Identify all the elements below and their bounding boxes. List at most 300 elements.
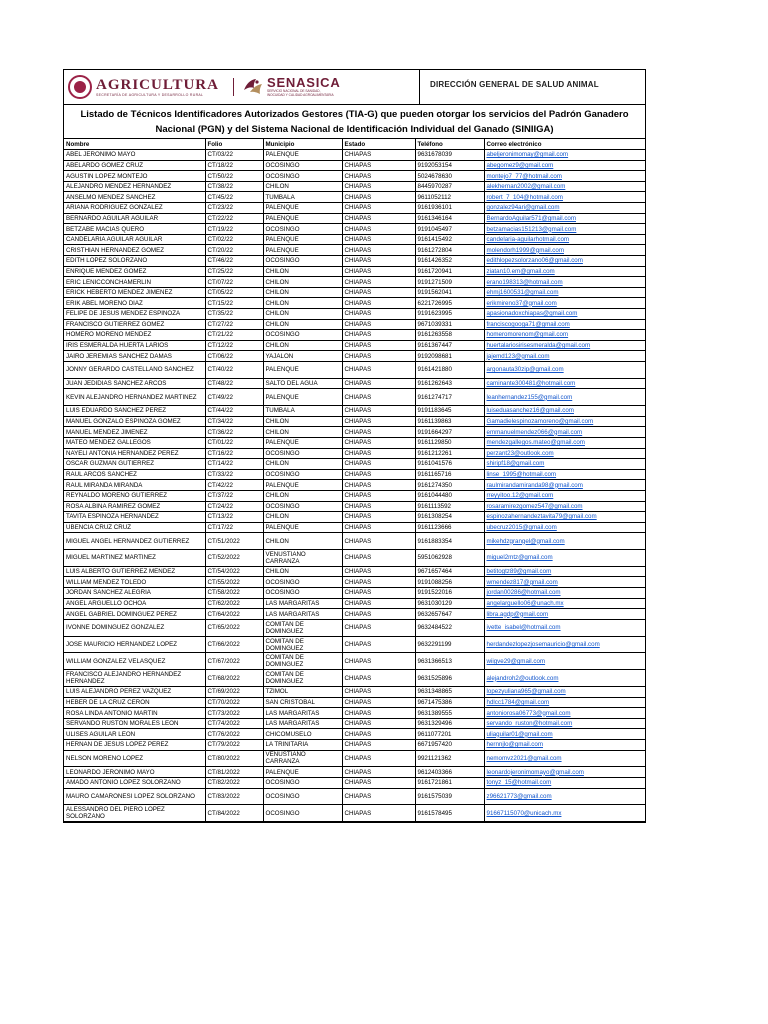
cell-correo[interactable]: 91667115070@unicach.mx [484, 805, 645, 822]
cell-nombre: RAUL ARCOS SANCHEZ [64, 469, 205, 480]
cell-nombre: TAVITA ESPINOZA HERNANDEZ [64, 512, 205, 523]
table-row [64, 406, 645, 417]
table-row [64, 160, 645, 171]
cell-folio: CT/68/2022 [205, 670, 263, 687]
cell-nombre: RAUL MIRANDA MIRANDA [64, 480, 205, 491]
table-row [64, 361, 645, 378]
cell-telefono: 9192053154 [415, 160, 484, 171]
cell-telefono: 9161883354 [415, 533, 484, 550]
cell-folio: CT/34/22 [205, 416, 263, 427]
cell-estado: CHIAPAS [342, 213, 415, 224]
cell-folio: CT/70/2022 [205, 697, 263, 708]
column-header-municipio: Municipio [263, 139, 342, 150]
cell-estado: CHIAPAS [342, 160, 415, 171]
cell-estado: CHIAPAS [342, 501, 415, 512]
cell-municipio: PALENQUE [263, 203, 342, 214]
cell-telefono: 9631389555 [415, 708, 484, 719]
cell-municipio: OCOSINGO [263, 448, 342, 459]
cell-telefono: 9161212261 [415, 448, 484, 459]
cell-correo[interactable]: mikehdzgrangel@gmail.com [484, 533, 645, 550]
cell-municipio: CHILON [263, 490, 342, 501]
cell-folio: CT/37/22 [205, 490, 263, 501]
cell-municipio: SALTO DEL AGUA [263, 378, 342, 389]
cell-nombre: ANSELMO MENDEZ SANCHEZ [64, 192, 205, 203]
cell-municipio: CHILON [263, 512, 342, 523]
table-row [64, 729, 645, 740]
cell-correo[interactable]: BernardoAguilar571@gmail.com [484, 213, 645, 224]
cell-telefono: 9191562041 [415, 287, 484, 298]
cell-correo[interactable]: molendorh1999@gmail.com [484, 245, 645, 256]
cell-estado: CHIAPAS [342, 319, 415, 330]
cell-telefono: 9161936101 [415, 203, 484, 214]
cell-nombre: WILLIAM MENDEZ TOLEDO [64, 577, 205, 588]
agricultura-title: AGRICULTURA [96, 76, 219, 93]
cell-nombre: CRISTHIAN HERNANDEZ GOMEZ [64, 245, 205, 256]
cell-correo[interactable]: Gamadielespinozamoreno@gmail.com [484, 416, 645, 427]
cell-correo[interactable]: ehmj1600531@gmail.com [484, 287, 645, 298]
cell-correo[interactable]: robert_7_104@hotmail.com [484, 192, 645, 203]
cell-estado: CHIAPAS [342, 522, 415, 533]
cell-estado: CHIAPAS [342, 729, 415, 740]
cell-municipio: OCOSINGO [263, 256, 342, 267]
cell-nombre: FRANCISCO ALEJANDRO HERNANDEZ HERNANDEZ [64, 670, 205, 687]
senasica-subtitle-1: SERVICIO NACIONAL DE SANIDAD, [266, 89, 321, 94]
cell-folio: CT/06/22 [205, 351, 263, 362]
cell-folio: CT/38/22 [205, 181, 263, 192]
cell-estado: CHIAPAS [342, 512, 415, 523]
cell-estado: CHIAPAS [342, 298, 415, 309]
cell-nombre: ULISES AGUILAR LEON [64, 729, 205, 740]
cell-estado: CHIAPAS [342, 533, 415, 550]
cell-telefono: 9671657464 [415, 566, 484, 577]
cell-folio: CT/49/22 [205, 389, 263, 406]
cell-folio: CT/42/22 [205, 480, 263, 491]
cell-nombre: ALESSANDRO DEL PIERO LOPEZ SOLORZANO [64, 805, 205, 822]
cell-correo[interactable]: jordan00286@hotmail.com [484, 588, 645, 599]
cell-nombre: ALEJANDRO MENDEZ HERNANDEZ [64, 181, 205, 192]
cell-nombre: SERVANDO RUSTON MORALES LEON [64, 718, 205, 729]
cell-nombre: ERICK HEBERTO MENDEZ JIMENEZ [64, 287, 205, 298]
cell-telefono: 9161165716 [415, 469, 484, 480]
cell-folio: CT/20/22 [205, 245, 263, 256]
table-row [64, 378, 645, 389]
cell-municipio: COMITAN DE DOMINGUEZ [263, 653, 342, 670]
cell-folio: CT/36/22 [205, 427, 263, 438]
cell-municipio: CHILON [263, 181, 342, 192]
cell-correo[interactable]: z96621773@gmail.com [484, 788, 645, 805]
cell-municipio: TZIMOL [263, 687, 342, 698]
cell-municipio: TUMBALA [263, 192, 342, 203]
logo-divider [233, 78, 234, 96]
table-row [64, 427, 645, 438]
table-row [64, 469, 645, 480]
cell-folio: CT/05/22 [205, 287, 263, 298]
cell-estado: CHIAPAS [342, 767, 415, 778]
cell-nombre: MIGUEL MARTINEZ MARTINEZ [64, 550, 205, 567]
cell-estado: CHIAPAS [342, 619, 415, 636]
cell-telefono: 9161346164 [415, 213, 484, 224]
cell-telefono: 9631678039 [415, 150, 484, 161]
cell-folio: CT/51/2022 [205, 533, 263, 550]
cell-municipio: CHILON [263, 427, 342, 438]
table-row [64, 619, 645, 636]
cell-correo[interactable]: betitogtz89@gmail.com [484, 566, 645, 577]
cell-nombre: FELIPE DE JESUS MENDEZ ESPINOZA [64, 309, 205, 320]
cell-nombre: UBENCIA CRUZ CRUZ [64, 522, 205, 533]
cell-nombre: ERIK ABEL MORENO DIAZ [64, 298, 205, 309]
cell-telefono: 5951062928 [415, 550, 484, 567]
cell-folio: CT/17/22 [205, 522, 263, 533]
cell-folio: CT/24/22 [205, 501, 263, 512]
cell-telefono: 9161274350 [415, 480, 484, 491]
cell-municipio: CHILON [263, 277, 342, 288]
cell-folio: CT/84/2022 [205, 805, 263, 822]
cell-nombre: NELSON MORENO LOPEZ [64, 750, 205, 767]
cell-municipio: PALENQUE [263, 480, 342, 491]
cell-correo[interactable]: emmanuelmendez066@gmail.com [484, 427, 645, 438]
cell-correo[interactable]: shiripf18@gmail.com [484, 459, 645, 470]
cell-telefono: 9631366513 [415, 653, 484, 670]
table-row [64, 512, 645, 523]
cell-nombre: HEBER DE LA CRUZ CERON [64, 697, 205, 708]
cell-folio: CT/62/2022 [205, 598, 263, 609]
cell-nombre: LUIS ALBERTO GUTIERREZ MENDEZ [64, 566, 205, 577]
cell-telefono: 8445970287 [415, 181, 484, 192]
cell-telefono: 9631525896 [415, 670, 484, 687]
cell-correo[interactable]: franciscogooga71@gmail.com [484, 319, 645, 330]
cell-telefono: 9631348865 [415, 687, 484, 698]
cell-nombre: ABEL JERONIMO MAYO [64, 150, 205, 161]
technicians-table [64, 139, 645, 822]
cell-correo[interactable]: huertalariosirisesmeralda@gmail.com [484, 340, 645, 351]
table-row [64, 501, 645, 512]
cell-estado: CHIAPAS [342, 389, 415, 406]
table-row [64, 416, 645, 427]
cell-folio: CT/46/22 [205, 256, 263, 267]
table-row [64, 687, 645, 698]
cell-telefono: 9161720941 [415, 266, 484, 277]
cell-municipio: OCOSINGO [263, 224, 342, 235]
cell-municipio: PALENQUE [263, 361, 342, 378]
cell-correo[interactable]: apasionadoxchiapas@gmail.com [484, 309, 645, 320]
cell-municipio: COMITAN DE DOMINGUEZ [263, 670, 342, 687]
cell-correo[interactable]: wiigve29@gmail.com [484, 653, 645, 670]
cell-estado: CHIAPAS [342, 469, 415, 480]
cell-nombre: EDITH LOPEZ SOLORZANO [64, 256, 205, 267]
cell-nombre: REYNALDO MORENO GUTIERREZ [64, 490, 205, 501]
cell-correo[interactable]: argonauta30zip@gmail.com [484, 361, 645, 378]
table-row [64, 224, 645, 235]
cell-correo[interactable]: angelarguello06@unach.mx [484, 598, 645, 609]
cell-telefono: 9632484522 [415, 619, 484, 636]
cell-correo[interactable]: rreyyitoo.12@gmail.com [484, 490, 645, 501]
cell-municipio: PALENQUE [263, 389, 342, 406]
cell-correo[interactable]: abegomez9@gmail.com [484, 160, 645, 171]
cell-estado: CHIAPAS [342, 234, 415, 245]
cell-correo[interactable]: tonyz_15@hotmail.com [484, 777, 645, 788]
cell-correo[interactable]: uliaguilar01@gmail.com [484, 729, 645, 740]
cell-correo[interactable]: erano198313@hotmail.com [484, 277, 645, 288]
cell-municipio: SAN CRISTOBAL [263, 697, 342, 708]
cell-correo[interactable]: hdlcc1784@gmail.com [484, 697, 645, 708]
cell-folio: CT/74/2022 [205, 718, 263, 729]
cell-telefono: 9191045497 [415, 224, 484, 235]
table-row [64, 266, 645, 277]
cell-nombre: MAURO CAMARONESI LOPEZ SOLORZANO [64, 788, 205, 805]
cell-municipio: OCOSINGO [263, 330, 342, 341]
cell-telefono: 9161367447 [415, 340, 484, 351]
table-row [64, 459, 645, 470]
cell-correo[interactable]: antoniorosa06773@gmail.com [484, 708, 645, 719]
cell-correo[interactable]: raulmirandamiranda98@gmail.com [484, 480, 645, 491]
table-row [64, 213, 645, 224]
cell-nombre: HERNAN DE JESUS LOPEZ PEREZ [64, 740, 205, 751]
cell-folio: CT/23/22 [205, 203, 263, 214]
cell-folio: CT/73/2022 [205, 708, 263, 719]
cell-estado: CHIAPAS [342, 287, 415, 298]
cell-municipio: PALENQUE [263, 150, 342, 161]
table-row [64, 777, 645, 788]
cell-folio: CT/66/2022 [205, 636, 263, 653]
table-row [64, 805, 645, 822]
cell-municipio: LAS MARGARITAS [263, 718, 342, 729]
cell-folio: CT/80/2022 [205, 750, 263, 767]
cell-correo[interactable]: linse_1995@hotmail.com [484, 469, 645, 480]
cell-nombre: ANGEL ARGUELLO OCHOA [64, 598, 205, 609]
cell-municipio: YAJALON [263, 351, 342, 362]
table-row [64, 598, 645, 609]
cell-folio: CT/35/22 [205, 309, 263, 320]
cell-nombre: MANUEL GONZALO ESPINOZA GOMEZ [64, 416, 205, 427]
cell-nombre: JOSE MAURICIO HERNANDEZ LOPEZ [64, 636, 205, 653]
cell-correo[interactable]: alejandroh2@outlook.com [484, 670, 645, 687]
cell-nombre: OSCAR GUZMAN GUTIERREZ [64, 459, 205, 470]
cell-nombre: LUIS EDUARDO SANCHEZ PEREZ [64, 406, 205, 417]
cell-telefono: 9611052112 [415, 192, 484, 203]
cell-estado: CHIAPAS [342, 788, 415, 805]
cell-correo[interactable]: luiseduasanchez16@gmail.com [484, 406, 645, 417]
cell-estado: CHIAPAS [342, 378, 415, 389]
cell-correo[interactable]: montejo7_77@hotmail.com [484, 171, 645, 182]
cell-municipio: CHILON [263, 566, 342, 577]
cell-nombre: MANUEL MENDEZ JIMENEZ [64, 427, 205, 438]
cell-nombre: JONNY GERARDO CASTELLANO SANCHEZ [64, 361, 205, 378]
cell-correo[interactable]: ivette_isabel@hotmail.com [484, 619, 645, 636]
cell-folio: CT/22/22 [205, 213, 263, 224]
cell-folio: CT/12/22 [205, 340, 263, 351]
table-row [64, 437, 645, 448]
cell-municipio: LAS MARGARITAS [263, 609, 342, 620]
table-row [64, 653, 645, 670]
cell-folio: CT/48/22 [205, 378, 263, 389]
cell-estado: CHIAPAS [342, 150, 415, 161]
cell-folio: CT/45/22 [205, 192, 263, 203]
cell-municipio: OCOSINGO [263, 171, 342, 182]
cell-correo[interactable]: homeromorenom@gmail.com [484, 330, 645, 341]
cell-correo[interactable]: caminante300481@hotmail.com [484, 378, 645, 389]
cell-estado: CHIAPAS [342, 330, 415, 341]
cell-telefono: 9161123666 [415, 522, 484, 533]
cell-correo[interactable]: hernnjlo@gmail.com [484, 740, 645, 751]
cell-correo[interactable]: edithlopezsolorzano06@gmail.com [484, 256, 645, 267]
cell-correo[interactable]: miguel2mtz@gmail.com [484, 550, 645, 567]
cell-correo[interactable]: leanhernandez155@gmail.com [484, 389, 645, 406]
cell-estado: CHIAPAS [342, 266, 415, 277]
table-row [64, 234, 645, 245]
table-row [64, 203, 645, 214]
cell-estado: CHIAPAS [342, 718, 415, 729]
cell-municipio: CHILON [263, 416, 342, 427]
cell-estado: CHIAPAS [342, 740, 415, 751]
cell-correo[interactable]: candelaria-aguilarhotmail.com [484, 234, 645, 245]
national-seal-icon [68, 75, 92, 99]
cell-telefono: 9161575039 [415, 788, 484, 805]
cell-estado: CHIAPAS [342, 448, 415, 459]
cell-folio: CT/65/2022 [205, 619, 263, 636]
cell-nombre: AGUSTIN LOPEZ MONTEJO [64, 171, 205, 182]
table-row [64, 533, 645, 550]
cell-folio: CT/21/22 [205, 330, 263, 341]
cell-estado: CHIAPAS [342, 351, 415, 362]
cell-telefono: 5024678630 [415, 171, 484, 182]
cell-estado: CHIAPAS [342, 340, 415, 351]
cell-municipio: CHILON [263, 309, 342, 320]
cell-folio: CT/14/22 [205, 459, 263, 470]
cell-municipio: OCOSINGO [263, 588, 342, 599]
cell-folio: CT/27/22 [205, 319, 263, 330]
column-header-correo: Correo electrónico [484, 139, 645, 150]
cell-nombre: JAIRO JEREMIAS SANCHEZ DAMAS [64, 351, 205, 362]
cell-municipio: CHILON [263, 266, 342, 277]
cell-correo[interactable]: mendezgallegos.mateo@gmail.com [484, 437, 645, 448]
cell-correo[interactable]: espinozahernandeztavita79@gmail.com [484, 512, 645, 523]
cell-correo[interactable]: erikmireno37@gmail.com [484, 298, 645, 309]
cell-nombre: BETZABE MACIAS QUERO [64, 224, 205, 235]
cell-estado: CHIAPAS [342, 192, 415, 203]
cell-municipio: OCOSINGO [263, 469, 342, 480]
cell-estado: CHIAPAS [342, 490, 415, 501]
cell-telefono: 9161426352 [415, 256, 484, 267]
cell-nombre: ENRIQUE MENDEZ GOMEZ [64, 266, 205, 277]
cell-folio: CT/79/2022 [205, 740, 263, 751]
table-row [64, 670, 645, 687]
cell-correo[interactable]: herdandezlopezjosemauricio@gmail.com [484, 636, 645, 653]
document-header [64, 70, 645, 105]
cell-correo[interactable]: rosaramirezgomez547@gmail.com [484, 501, 645, 512]
cell-municipio: CHICOMUSELO [263, 729, 342, 740]
cell-correo[interactable]: wmendez817@gmail.com [484, 577, 645, 588]
cell-estado: CHIAPAS [342, 459, 415, 470]
cell-nombre: ABELARDO GOMEZ CRUZ [64, 160, 205, 171]
cell-telefono: 9671039331 [415, 319, 484, 330]
cell-folio: CT/01/22 [205, 437, 263, 448]
cell-folio: CT/55/2022 [205, 577, 263, 588]
cell-municipio: LAS MARGARITAS [263, 708, 342, 719]
cell-telefono: 9161578495 [415, 805, 484, 822]
cell-correo[interactable]: betzamacias151213@gmail.com [484, 224, 645, 235]
cell-municipio: LAS MARGARITAS [263, 598, 342, 609]
cell-municipio: CHILON [263, 319, 342, 330]
cell-telefono: 9612403366 [415, 767, 484, 778]
cell-folio: CT/40/22 [205, 361, 263, 378]
cell-telefono: 6221726995 [415, 298, 484, 309]
cell-estado: CHIAPAS [342, 697, 415, 708]
cell-folio: CT/52/2022 [205, 550, 263, 567]
cell-nombre: LUIS ALEJANDRO PEREZ VAZQUEZ [64, 687, 205, 698]
table-row [64, 389, 645, 406]
cell-correo[interactable]: jajemd123@gmail.com [484, 351, 645, 362]
table-row [64, 171, 645, 182]
cell-estado: CHIAPAS [342, 406, 415, 417]
cell-estado: CHIAPAS [342, 171, 415, 182]
table-row [64, 609, 645, 620]
cell-telefono: 9161274717 [415, 389, 484, 406]
cell-nombre: NAYELI ANTONIA HERNANDEZ PEREZ [64, 448, 205, 459]
cell-municipio: PALENQUE [263, 245, 342, 256]
cell-correo[interactable]: nemomvz2021@gmail.com [484, 750, 645, 767]
cell-folio: CT/76/2022 [205, 729, 263, 740]
cell-telefono: 9191623995 [415, 309, 484, 320]
cell-municipio: PALENQUE [263, 234, 342, 245]
cell-correo[interactable]: abeljeronimomay@gmail.com [484, 150, 645, 161]
table-row [64, 298, 645, 309]
cell-nombre: KEVIN ALEJANDRO HERNANDEZ MARTINEZ [64, 389, 205, 406]
cell-estado: CHIAPAS [342, 437, 415, 448]
cell-municipio: VENUSTIANO CARRANZA [263, 750, 342, 767]
table-row [64, 550, 645, 567]
cell-municipio: OCOSINGO [263, 788, 342, 805]
table-header-row [64, 139, 645, 150]
cell-folio: CT/54/2022 [205, 566, 263, 577]
cell-nombre: ANGEL GABRIEL DOMINGUEZ PEREZ [64, 609, 205, 620]
table-body [64, 150, 645, 822]
cell-telefono: 9191271509 [415, 277, 484, 288]
cell-telefono: 9161113592 [415, 501, 484, 512]
cell-correo[interactable]: perzant23@outlook.com [484, 448, 645, 459]
table-row [64, 480, 645, 491]
cell-correo[interactable]: lopezyuliana965@gmail.com [484, 687, 645, 698]
cell-correo[interactable]: servando_ruston@hotmail.com [484, 718, 645, 729]
cell-correo[interactable]: ziatan10.em@gmail.com [484, 266, 645, 277]
cell-municipio: PALENQUE [263, 522, 342, 533]
cell-nombre: IRIS ESMERALDA HUERTA LARIOS [64, 340, 205, 351]
cell-folio: CT/58/2022 [205, 588, 263, 599]
agricultura-logo [68, 75, 219, 99]
table-row [64, 490, 645, 501]
table-row [64, 181, 645, 192]
logos [64, 70, 419, 104]
cell-correo[interactable]: leonardojeronimomayo@gmail.com [484, 767, 645, 778]
cell-estado: CHIAPAS [342, 480, 415, 491]
cell-estado: CHIAPAS [342, 598, 415, 609]
cell-correo[interactable]: gonzalez94ari@gmail.com [484, 203, 645, 214]
cell-nombre: MIGUEL ANGEL HERNANDEZ GUTIERREZ [64, 533, 205, 550]
cell-municipio: CHILON [263, 340, 342, 351]
cell-correo[interactable]: libra.agdp@gmail.com [484, 609, 645, 620]
cell-correo[interactable]: alekhernan2002@gmail.com [484, 181, 645, 192]
cell-nombre: HOMERO MORENO MENDEZ [64, 330, 205, 341]
senasica-subtitle-2: INOCUIDAD Y CALIDAD AGROALIMENTARIA [266, 93, 334, 97]
table-row [64, 740, 645, 751]
cell-telefono: 9161041576 [415, 459, 484, 470]
cell-telefono: 6671957420 [415, 740, 484, 751]
cell-estado: CHIAPAS [342, 577, 415, 588]
cell-telefono: 9161129850 [415, 437, 484, 448]
cell-estado: CHIAPAS [342, 550, 415, 567]
cell-telefono: 9191664297 [415, 427, 484, 438]
cell-correo[interactable]: ubecruz2015@gmail.com [484, 522, 645, 533]
cell-estado: CHIAPAS [342, 181, 415, 192]
